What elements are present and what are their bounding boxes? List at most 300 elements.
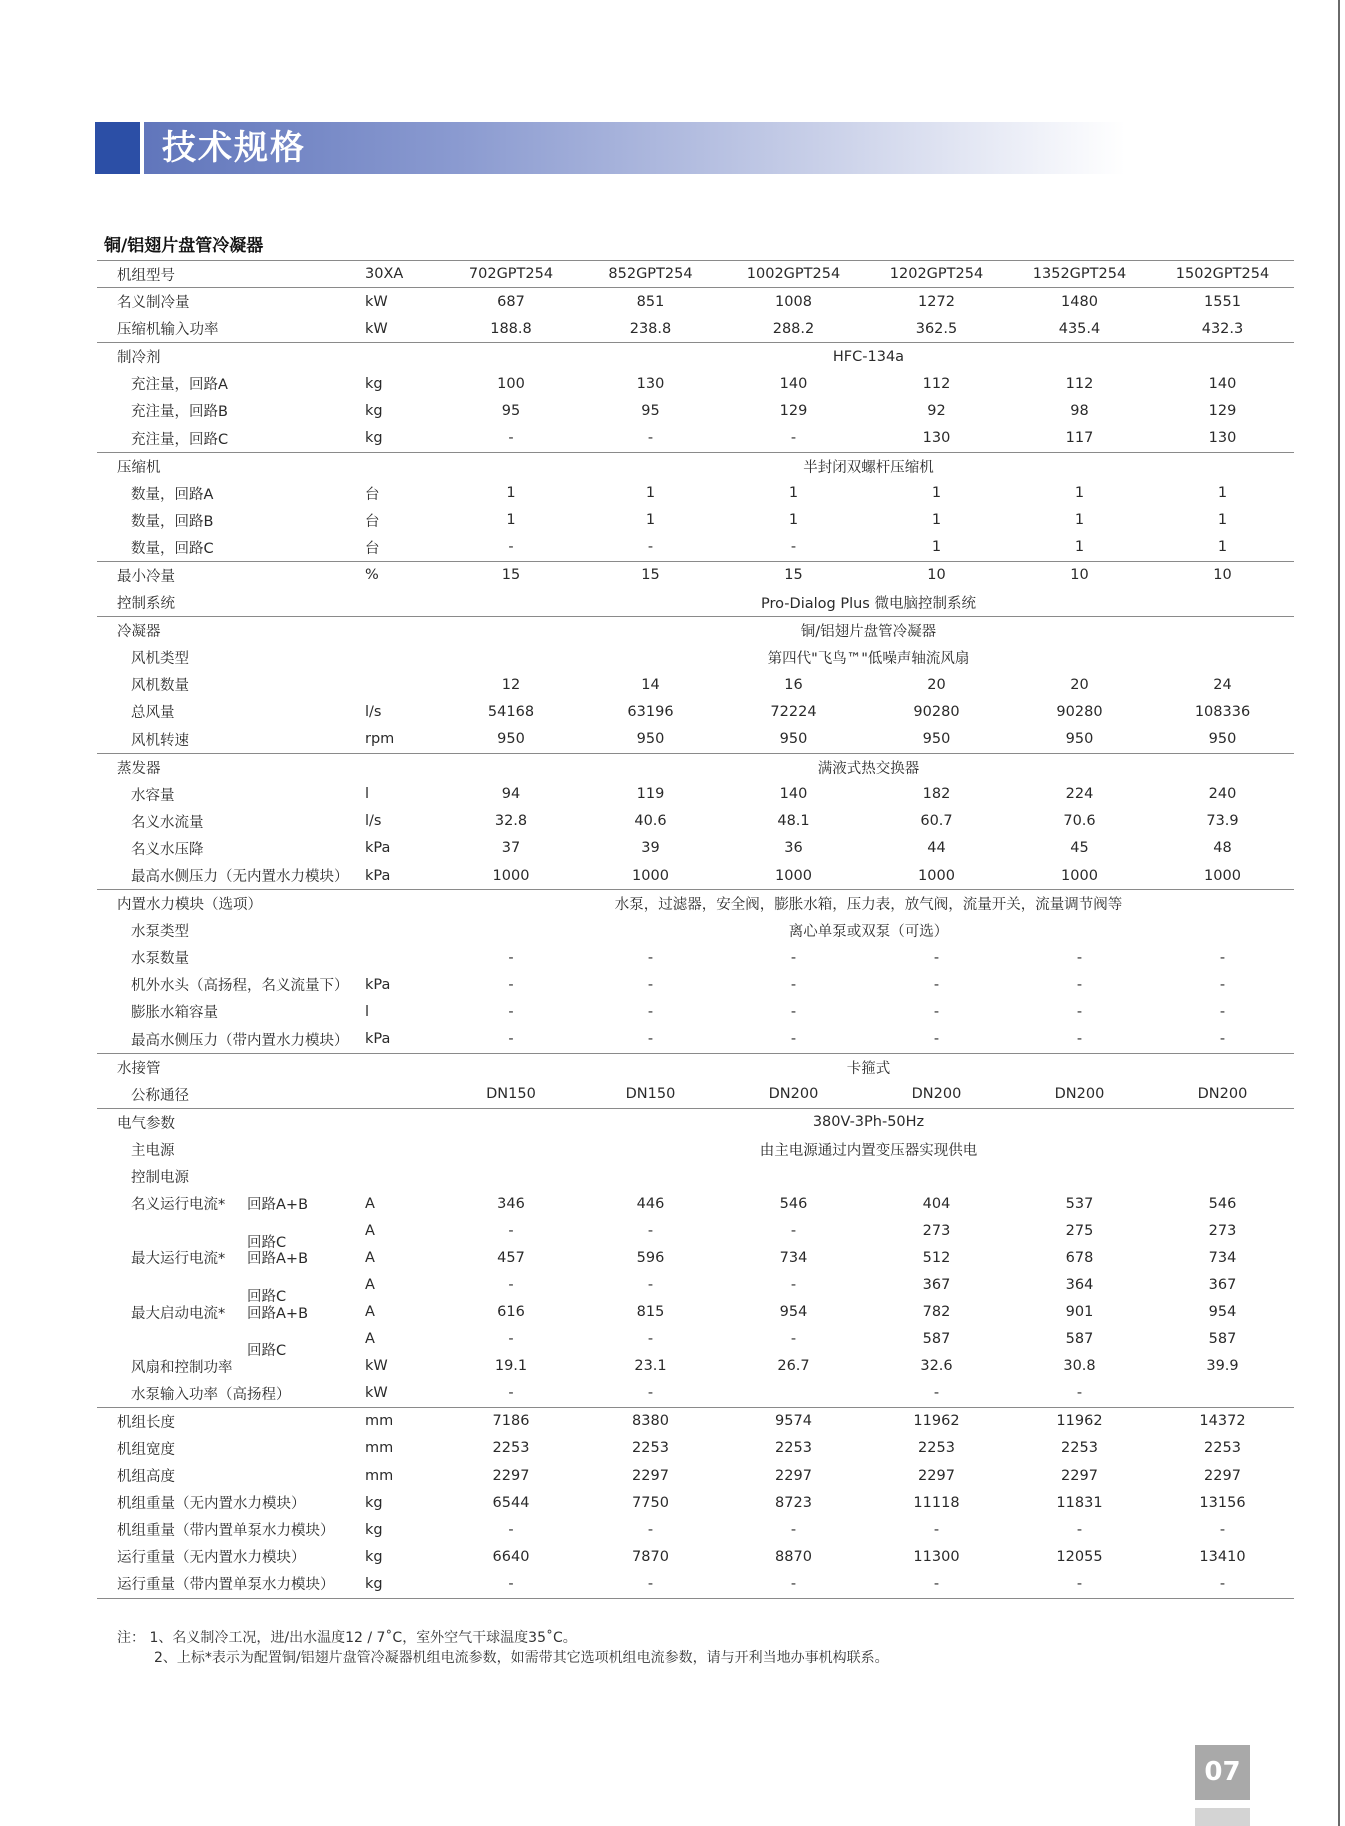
table-row — [97, 1298, 1294, 1325]
notes — [117, 1628, 889, 1668]
table-row — [97, 617, 1294, 645]
value-cell: - — [647, 1003, 654, 1020]
value-cell: - — [933, 1031, 940, 1048]
row-unit: A — [365, 1276, 375, 1293]
value-cell: - — [1151, 1570, 1294, 1598]
table-row — [97, 835, 1294, 862]
value-cell: 6544 — [492, 1494, 530, 1511]
value-cell: 23.1 — [634, 1358, 667, 1375]
row-label-text: 机组高度 — [117, 1469, 175, 1486]
value-cell: 119 — [636, 786, 665, 803]
value-cell: 596 — [636, 1249, 665, 1266]
value-cell: 734 — [1208, 1249, 1237, 1266]
value-cell: - — [508, 1385, 514, 1402]
row-unit: kg — [365, 1521, 383, 1538]
row-span-value: 半封闭双螺杆压缩机 — [443, 452, 1294, 480]
value-cell: 240 — [1208, 786, 1237, 803]
row-label-text: 控制系统 — [117, 596, 175, 613]
model-header-cell: 702GPT254 — [443, 261, 579, 288]
value-cell: 130 — [1208, 430, 1237, 447]
row-unit — [365, 1108, 443, 1136]
value-cell: 48 — [1213, 840, 1232, 857]
table-row — [97, 1217, 1294, 1244]
table-row — [97, 1462, 1294, 1489]
table-row — [97, 1190, 1294, 1217]
row-label-text: 最高水侧压力（带内置水力模块） — [131, 1032, 349, 1049]
page-number: 07 — [1195, 1745, 1250, 1800]
table-row — [97, 890, 1294, 918]
table-row — [97, 480, 1294, 507]
value-cell: 2253 — [1061, 1440, 1098, 1457]
note-line-2: 2、上标*表示为配置铜/铝翅片盘管冷凝器机组电流参数，如需带其它选项机组电流参数，请与开利当地办事机构联系。 — [154, 1650, 889, 1666]
value-cell: 950 — [779, 731, 808, 748]
table-row — [97, 561, 1294, 589]
value-cell: 446 — [636, 1195, 665, 1212]
value-cell: 129 — [1208, 402, 1237, 419]
row-label — [97, 1407, 365, 1435]
row-unit — [365, 753, 443, 781]
value-cell: 11962 — [1008, 1407, 1151, 1435]
model-header-cell: 1502GPT254 — [1151, 261, 1294, 288]
table-row — [97, 808, 1294, 835]
value-cell: 37 — [501, 840, 521, 857]
value-cell: DN150 — [625, 1086, 676, 1103]
value-cell: 39.9 — [1206, 1358, 1239, 1375]
value-cell: 36 — [784, 840, 803, 857]
value-cell: 26.7 — [777, 1358, 810, 1375]
row-unit — [365, 917, 443, 944]
table-row — [97, 370, 1294, 397]
row-unit: kg — [365, 1494, 383, 1511]
table-row — [97, 1380, 1294, 1408]
value-cell: 1551 — [1151, 288, 1294, 316]
row-label — [97, 397, 365, 424]
row-unit — [365, 343, 443, 371]
row-label-text: 充注量，回路A — [131, 377, 228, 394]
value-cell: 39 — [641, 840, 660, 857]
value-cell: 1 — [931, 485, 942, 502]
value-cell: - — [790, 1222, 797, 1239]
row-span-value: HFC-134a — [443, 343, 1294, 371]
row-unit — [365, 452, 443, 480]
row-sublabel: 回路A+B — [247, 1197, 309, 1214]
value-cell: - — [647, 539, 654, 556]
value-cell: 367 — [922, 1276, 951, 1293]
value-cell: 19.1 — [494, 1358, 528, 1375]
value-cell: 60.7 — [920, 813, 953, 830]
table-row — [97, 1026, 1294, 1054]
value-cell: 20 — [1070, 676, 1089, 693]
row-span-value: 380V-3Ph-50Hz — [443, 1108, 1294, 1136]
row-label — [97, 315, 365, 343]
table-row — [97, 862, 1294, 890]
row-label — [97, 1026, 365, 1054]
row-label — [97, 890, 365, 918]
value-cell: 1480 — [1008, 288, 1151, 316]
row-label-text: 运行重量（带内置单泵水力模块） — [117, 1577, 335, 1594]
row-unit: 30XA — [365, 261, 443, 288]
value-cell: 10 — [865, 561, 1008, 589]
table-row — [97, 424, 1294, 452]
row-unit: l/s — [365, 703, 382, 720]
row-label — [97, 452, 365, 480]
row-label — [97, 617, 365, 645]
value-cell: - — [790, 1003, 797, 1020]
note-line-1: 注： 1、名义制冷工况，进/出水温度12 / 7˚C，室外空气干球温度35˚C。 — [117, 1630, 577, 1646]
value-cell: - — [1076, 1385, 1083, 1402]
value-cell: 1000 — [632, 867, 669, 884]
value-cell: 90280 — [1056, 703, 1103, 720]
row-label — [97, 589, 365, 617]
row-unit: 台 — [365, 486, 380, 503]
value-cell: 13156 — [1199, 1494, 1246, 1511]
row-label — [97, 917, 365, 944]
value-cell: 1008 — [722, 288, 865, 316]
table-row — [97, 452, 1294, 480]
value-cell: DN200 — [1054, 1086, 1105, 1103]
table-row — [97, 1516, 1294, 1543]
row-label-text: 名义制冷量 — [117, 295, 190, 312]
value-cell: 1 — [788, 512, 799, 529]
row-unit: mm — [365, 1407, 443, 1435]
value-cell: 7750 — [632, 1494, 669, 1511]
value-cell: 15 — [443, 561, 579, 589]
row-label-text: 内置水力模块（选项） — [117, 897, 262, 914]
value-cell: 95 — [501, 402, 521, 419]
row-label-text: 最大启动电流* — [131, 1305, 226, 1322]
value-cell: 273 — [1208, 1222, 1237, 1239]
table-row — [97, 944, 1294, 971]
table-row — [97, 1136, 1294, 1163]
row-unit: rpm — [365, 731, 395, 748]
row-unit: A — [365, 1195, 375, 1212]
value-cell: 2253 — [632, 1440, 669, 1457]
row-unit: kg — [365, 1570, 443, 1598]
value-cell: - — [1219, 1521, 1226, 1538]
value-cell: 950 — [1065, 731, 1094, 748]
value-cell: 288.2 — [772, 320, 815, 337]
table-row — [97, 1244, 1294, 1271]
value-cell: 32.6 — [920, 1358, 953, 1375]
row-span-value: 离心单泵或双泵（可选） — [788, 924, 949, 941]
row-unit: kPa — [365, 1031, 391, 1048]
value-cell: 512 — [922, 1249, 951, 1266]
value-cell: - — [647, 1276, 654, 1293]
table-row — [97, 315, 1294, 343]
row-label — [97, 1543, 365, 1570]
row-sublabel: 回路C — [247, 1288, 287, 1305]
value-cell — [722, 1380, 865, 1408]
row-unit: kg — [365, 402, 383, 419]
value-cell: - — [790, 949, 797, 966]
value-cell: 24 — [1213, 676, 1232, 693]
value-cell: - — [647, 1521, 654, 1538]
value-cell: 616 — [497, 1304, 525, 1321]
row-label-text: 风机类型 — [131, 651, 189, 668]
row-label-text: 最高水侧压力（无内置水力模块） — [131, 869, 349, 886]
row-unit: kg — [365, 1548, 383, 1565]
value-cell: 11300 — [913, 1548, 960, 1565]
value-cell: 954 — [779, 1304, 808, 1321]
model-header-cell: 1352GPT254 — [1008, 261, 1151, 288]
row-label-text: 电气参数 — [117, 1115, 175, 1132]
value-cell: - — [508, 949, 514, 966]
value-cell: - — [722, 1570, 865, 1598]
row-label — [97, 561, 365, 589]
value-cell: 587 — [1208, 1331, 1237, 1348]
value-cell: - — [579, 1570, 722, 1598]
value-cell: 140 — [779, 786, 808, 803]
value-cell: 587 — [922, 1331, 951, 1348]
row-label — [97, 753, 365, 781]
row-label-text: 数量，回路A — [131, 486, 214, 503]
value-cell: - — [508, 1031, 514, 1048]
table-row — [97, 1163, 1294, 1190]
value-cell: 2297 — [775, 1467, 812, 1484]
row-label — [97, 726, 365, 754]
value-cell: DN150 — [486, 1086, 536, 1103]
row-label — [97, 944, 365, 971]
value-cell: 587 — [1065, 1331, 1094, 1348]
row-span-value: 水泵，过滤器，安全阀，膨胀水箱，压力表，放气阀，流量开关，流量调节阀等 — [443, 890, 1294, 918]
value-cell: 2253 — [492, 1440, 530, 1457]
value-cell: 224 — [1065, 786, 1094, 803]
table-row — [97, 1108, 1294, 1136]
row-label-text: 名义水流量 — [131, 814, 204, 831]
row-unit: l — [365, 1003, 370, 1020]
row-unit — [365, 671, 443, 698]
value-cell: - — [508, 539, 514, 556]
row-label-text: 公称通径 — [131, 1087, 189, 1104]
value-cell: 11962 — [865, 1407, 1008, 1435]
table-row — [97, 781, 1294, 808]
row-span-value: 卡箍式 — [443, 1053, 1294, 1081]
table-row — [97, 1407, 1294, 1435]
table-row — [97, 397, 1294, 424]
row-unit: kW — [365, 320, 388, 337]
row-label-text: 机组宽度 — [117, 1441, 175, 1458]
value-cell: 15 — [579, 561, 722, 589]
row-label-text: 水泵数量 — [131, 951, 189, 968]
table-row — [97, 726, 1294, 754]
value-cell: - — [933, 1003, 940, 1020]
table-row — [97, 1081, 1294, 1109]
value-cell: 950 — [497, 731, 525, 748]
value-cell: - — [647, 430, 654, 447]
table-row — [97, 671, 1294, 698]
value-cell: - — [647, 1031, 654, 1048]
value-cell: 2253 — [918, 1440, 955, 1457]
value-cell: 238.8 — [629, 320, 672, 337]
row-unit: A — [365, 1249, 375, 1266]
value-cell: 10 — [1008, 561, 1151, 589]
value-cell: 15 — [722, 561, 865, 589]
row-label-text: 最小冷量 — [117, 568, 175, 585]
row-unit: kPa — [365, 867, 391, 884]
table-row — [97, 971, 1294, 998]
value-cell: - — [647, 976, 654, 993]
value-cell: 2297 — [918, 1467, 955, 1484]
title-banner-block — [95, 122, 140, 174]
row-unit: kW — [365, 1358, 388, 1375]
row-span-value: Pro-Dialog Plus 微电脑控制系统 — [761, 596, 976, 613]
row-unit — [365, 1136, 443, 1163]
model-header-cell: 852GPT254 — [579, 261, 722, 288]
value-cell: - — [933, 976, 940, 993]
value-cell: 112 — [1065, 375, 1094, 392]
row-label — [97, 835, 365, 862]
value-cell: 117 — [1065, 430, 1094, 447]
value-cell: - — [1219, 976, 1226, 993]
row-label — [97, 261, 365, 288]
value-cell: 48.1 — [777, 813, 810, 830]
value-cell: 7186 — [443, 1407, 579, 1435]
value-cell: 1 — [788, 485, 799, 502]
value-cell: 404 — [922, 1195, 951, 1212]
row-label-text: 控制电源 — [131, 1170, 189, 1187]
row-unit: kW — [365, 1385, 388, 1402]
value-cell: - — [1076, 1031, 1083, 1048]
value-cell: 92 — [927, 402, 946, 419]
row-label-text: 机外水头（高扬程，名义流量下） — [131, 978, 349, 995]
row-label-text: 蒸发器 — [117, 760, 161, 777]
value-cell: 40.6 — [634, 813, 667, 830]
row-unit: 台 — [365, 513, 380, 530]
row-label-text: 充注量，回路C — [131, 431, 229, 448]
value-cell: - — [933, 1521, 940, 1538]
value-cell: 1 — [1217, 485, 1228, 502]
value-cell: 1272 — [865, 288, 1008, 316]
row-label-text: 机组重量（无内置水力模块） — [117, 1496, 306, 1513]
value-cell: - — [508, 976, 514, 993]
row-label-text: 风扇和控制功率 — [131, 1359, 233, 1376]
value-cell: 8380 — [579, 1407, 722, 1435]
row-unit — [365, 617, 443, 645]
value-cell: - — [790, 1331, 797, 1348]
row-label-text: 冷凝器 — [117, 624, 161, 641]
model-header-cell: 1002GPT254 — [722, 261, 865, 288]
row-label — [97, 507, 365, 534]
value-cell: 362.5 — [915, 320, 958, 337]
value-cell: 112 — [922, 375, 951, 392]
table-row — [97, 1570, 1294, 1598]
row-label — [97, 1489, 365, 1516]
table-row — [97, 288, 1294, 316]
row-label — [97, 808, 365, 835]
value-cell: 2297 — [1204, 1467, 1241, 1484]
value-cell: 950 — [636, 731, 665, 748]
row-unit: mm — [365, 1467, 394, 1484]
table-row — [97, 589, 1294, 617]
value-cell: 2253 — [775, 1440, 812, 1457]
value-cell: 63196 — [627, 703, 674, 720]
value-cell: 1000 — [775, 867, 812, 884]
row-unit — [365, 1081, 443, 1109]
row-label-text: 数量，回路B — [131, 513, 214, 530]
value-cell: - — [865, 1570, 1008, 1598]
row-sublabel: 回路C — [247, 1234, 287, 1251]
row-label — [97, 1353, 365, 1380]
table-header-row — [97, 261, 1294, 288]
section-title: 铜/铝翅片盘管冷凝器 — [104, 236, 264, 256]
row-label — [97, 971, 365, 998]
row-unit: kg — [365, 375, 383, 392]
value-cell: 1 — [645, 512, 656, 529]
row-label-text: 名义运行电流* — [131, 1197, 226, 1214]
value-cell: - — [647, 1331, 654, 1348]
value-cell: 1 — [645, 485, 656, 502]
value-cell: 275 — [1065, 1222, 1094, 1239]
row-unit: kg — [365, 430, 383, 447]
value-cell: 6640 — [492, 1548, 530, 1565]
value-cell: - — [933, 949, 940, 966]
row-label-text: 风机数量 — [131, 678, 189, 695]
row-label-text: 制冷剂 — [117, 350, 161, 367]
value-cell: 11118 — [913, 1494, 960, 1511]
value-cell: 2253 — [1204, 1440, 1241, 1457]
row-label — [97, 1298, 365, 1325]
row-label-text: 水泵类型 — [131, 924, 189, 941]
value-cell: - — [1076, 976, 1083, 993]
row-unit — [365, 589, 443, 617]
value-cell: - — [1219, 1003, 1226, 1020]
value-cell: 1 — [1074, 512, 1085, 529]
row-span-value — [443, 1163, 1294, 1190]
value-cell: 954 — [1208, 1304, 1237, 1321]
row-unit: kPa — [365, 840, 391, 857]
value-cell: - — [508, 1331, 514, 1348]
value-cell: 9574 — [722, 1407, 865, 1435]
value-cell: 2297 — [632, 1467, 669, 1484]
value-cell: 815 — [636, 1304, 665, 1321]
value-cell: 94 — [501, 786, 521, 803]
row-label-text: 最大运行电流* — [131, 1251, 226, 1268]
row-unit: % — [365, 561, 443, 589]
row-sublabel: 回路C — [247, 1343, 287, 1360]
row-label — [97, 1244, 365, 1271]
value-cell: 546 — [779, 1195, 808, 1212]
row-label-text: 压缩机 — [117, 459, 161, 476]
page-title: 技术规格 — [162, 128, 306, 168]
value-cell: 8870 — [775, 1548, 812, 1565]
table-row — [97, 917, 1294, 944]
row-span-value: 满液式热交换器 — [443, 753, 1294, 781]
table-row — [97, 1053, 1294, 1081]
row-label — [97, 862, 365, 890]
value-cell: 950 — [1208, 731, 1237, 748]
row-label — [97, 1516, 365, 1543]
value-cell: - — [790, 1521, 797, 1538]
row-label-text: 数量，回路C — [131, 540, 214, 557]
row-label — [97, 1271, 365, 1305]
value-cell: - — [1076, 1521, 1083, 1538]
value-cell: 1 — [1074, 485, 1085, 502]
value-cell: - — [508, 430, 514, 447]
table-row — [97, 698, 1294, 725]
row-label-text: 主电源 — [131, 1142, 175, 1159]
row-label — [97, 343, 365, 371]
value-cell: 108336 — [1194, 703, 1251, 720]
value-cell: 98 — [1070, 402, 1089, 419]
table-row — [97, 534, 1294, 562]
value-cell: 734 — [779, 1249, 808, 1266]
value-cell: 546 — [1208, 1195, 1237, 1212]
value-cell: 14 — [641, 676, 660, 693]
row-unit — [365, 644, 443, 671]
value-cell: 16 — [784, 676, 803, 693]
value-cell: - — [790, 539, 797, 556]
model-header-cell: 1202GPT254 — [865, 261, 1008, 288]
